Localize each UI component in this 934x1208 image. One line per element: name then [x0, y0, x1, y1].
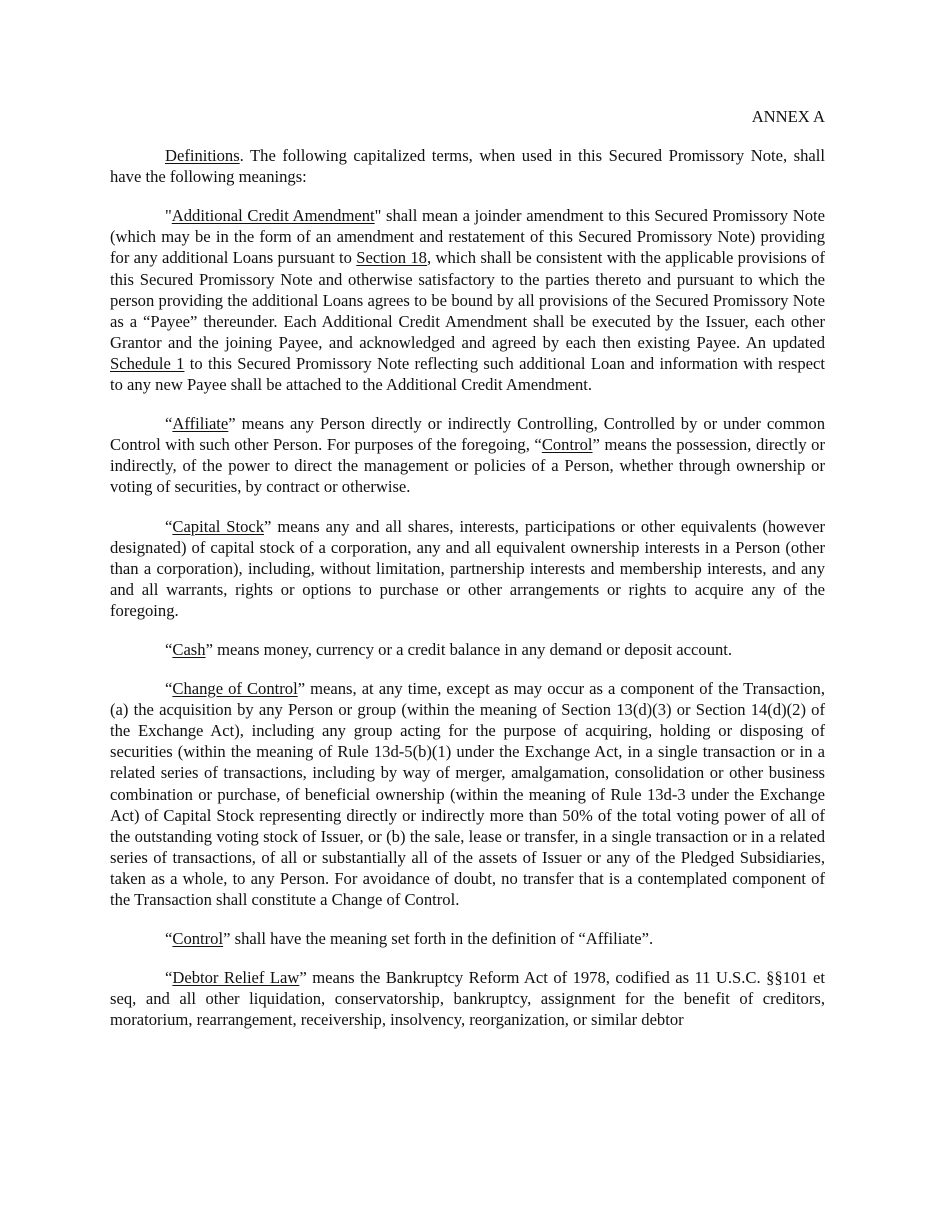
definition-text: ” means the Bankruptcy Reform Act of 1978, codified as 11 U.S.C. §§101 et seq, and all other liquidation, conservatorship, bankruptcy, assignment for the benefit of creditors, moratorium, rearrangement, receivership, insolvency, reorganization, or similar debtor	[110, 968, 826, 1030]
definition-additional-credit-amendment	[110, 205, 825, 395]
definition-cash	[110, 639, 825, 660]
schedule-reference: Schedule 1	[110, 353, 185, 373]
definition-text: ” means the possession, directly or indirectly, of the power to direct the management or policies of a Person, whether through ownership or voting of securities, by contract or otherwise.	[110, 435, 826, 497]
defined-term: Capital Stock	[172, 516, 265, 536]
definition-open-quote: “	[165, 679, 173, 699]
definition-change-of-control	[110, 678, 825, 910]
definition-text: to this Secured Promissory Note reflecting such additional Loan and information with respect to any new Payee shall be attached to the Additional Credit Amendment.	[110, 353, 825, 395]
definition-open-quote: “	[165, 968, 173, 988]
definition-open-quote: “	[165, 516, 173, 536]
defined-term: Control	[172, 929, 224, 949]
defined-term: Additional Credit Amendment	[171, 206, 375, 226]
defined-term: Debtor Relief Law	[172, 968, 300, 988]
definition-text: ” means any Person directly or indirectly Controlling, Controlled by or under common Control with such other Person. For purposes of the foregoing, “	[110, 414, 825, 455]
annex-heading: ANNEX A	[751, 107, 825, 126]
definition-open-quote: “	[165, 414, 173, 434]
definition-open-quote: "	[165, 206, 172, 226]
definition-text: ” means money, currency or a credit balance in any demand or deposit account.	[205, 639, 733, 659]
defined-term-inline: Control	[541, 435, 593, 455]
document-page	[110, 106, 825, 1030]
definition-debtor-relief-law	[110, 967, 825, 1030]
intro-paragraph	[110, 145, 825, 187]
definition-text: " shall mean a joinder amendment to this Secured Promissory Note (which may be in the form of an amendment and restatement of this Secured Promissory Note) providing for any additional Loans pursuant to	[110, 206, 825, 268]
definition-text: ” shall have the meaning set forth in the definition of “Affiliate”.	[223, 929, 654, 949]
definition-control	[110, 928, 825, 949]
section-reference: Section 18	[356, 248, 427, 268]
definition-text: , which shall be consistent with the applicable provisions of this Secured Promissory Note and otherwise satisfactory to the parties thereto and pursuant to which the person providing the additional Loans agrees to be bound by all provisions of the Secured Promissory Note as a “Payee” thereunder. Each Additional Credit Amendment shall be executed by the Issuer, each other Grantor and the joining Payee, and acknowledged and agreed by each then existing Payee. An updated	[110, 248, 825, 352]
defined-term: Change of Control	[172, 679, 298, 699]
defined-term: Cash	[172, 639, 206, 659]
definition-open-quote: “	[165, 929, 173, 949]
definition-text: ” means any and all shares, interests, participations or other equivalents (however designated) of capital stock of a corporation, any and all equivalent ownership interests in a Person (other than a corporation), including, without limitation, partnership interests and membership interests, and any and all warrants, rights or options to purchase or other arrangements or rights to acquire any of the foregoing.	[110, 516, 826, 620]
intro-text: . The following capitalized terms, when used in this Secured Promissory Note, shall have the following meanings:	[110, 146, 825, 187]
definition-open-quote: “	[165, 639, 173, 659]
definitions-term: Definitions	[165, 146, 240, 166]
definition-capital-stock	[110, 516, 825, 621]
defined-term: Affiliate	[172, 414, 229, 434]
definition-affiliate	[110, 413, 825, 497]
definition-text: ” means, at any time, except as may occur as a component of the Transaction, (a) the acquisition by any Person or group (within the meaning of Section 13(d)(3) or Section 14(d)(2) of the Exchange Act), including any group acting for the purpose of acquiring, holding or disposing of securities (within the meaning of Rule 13d-5(b)(1) under the Exchange Act, in a single transaction or in a related series of transactions, including by way of merger, amalgamation, consolidation or other business combination or purchase, of beneficial ownership (within the meaning of Rule 13d-3 under the Exchange Act) of Capital Stock representing directly or indirectly more than 50% of the total voting power of all of the outstanding voting stock of Issuer, or (b) the sale, lease or transfer, in a single transaction or in a related series of transactions, of all or substantially all of the assets of Issuer or any of the Pledged Subsidiaries, taken as a whole, to any Person. For avoidance of doubt, no transfer that is a contemplated component of the Transaction shall constitute a Change of Control.	[110, 679, 825, 909]
